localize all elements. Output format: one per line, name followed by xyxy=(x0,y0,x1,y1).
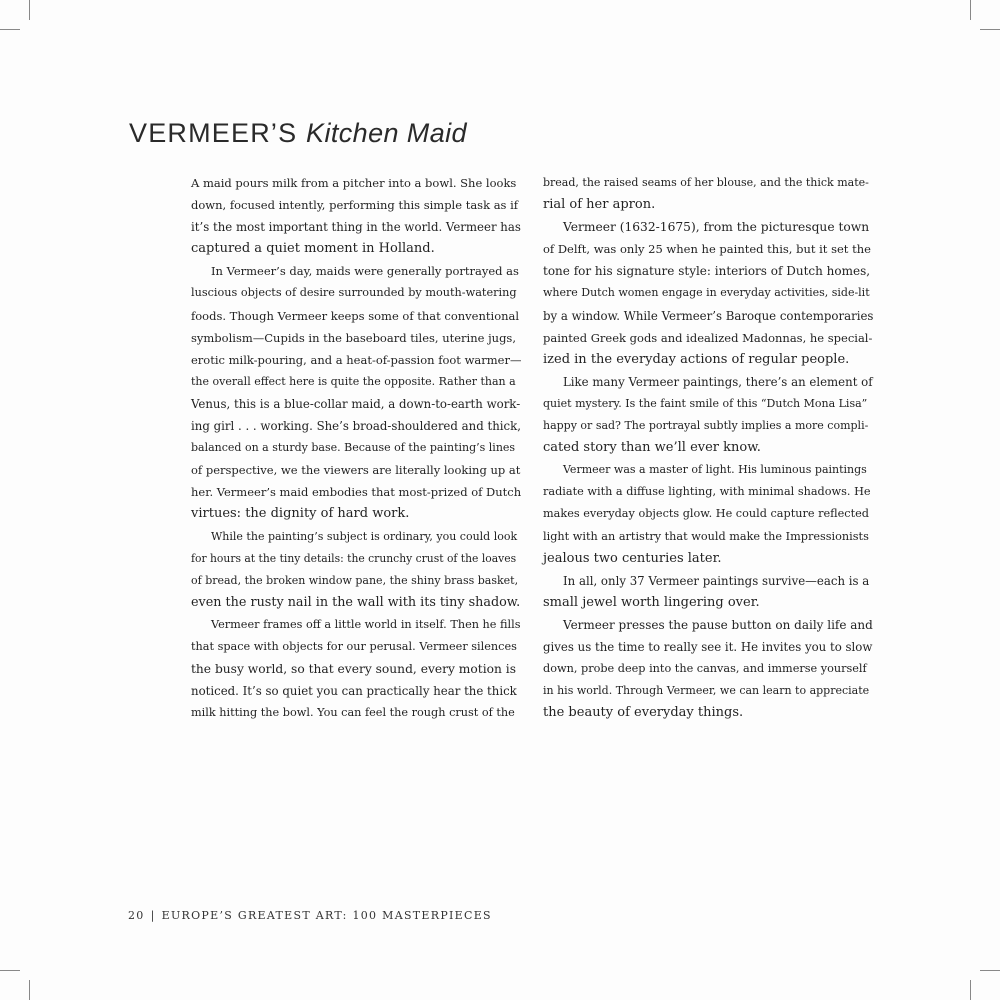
text-line: In Vermeer’s day, maids were generally portrayed as xyxy=(211,264,519,279)
text-line: symbolism—Cupids in the baseboard tiles, uterine jugs, xyxy=(191,330,516,345)
text-line: in his world. Through Vermeer, we can learn to appreciate xyxy=(543,684,870,698)
text-line: Vermeer frames off a little world in itself. Then he fills xyxy=(211,617,521,631)
text-line: In all, only 37 Vermeer paintings survive—each is a xyxy=(563,573,870,588)
footer-separator: | xyxy=(150,909,156,922)
text-line: where Dutch women engage in everyday activities, side-lit xyxy=(543,286,870,300)
text-line: of Delft, was only 25 when he painted this, but it set the xyxy=(543,242,871,257)
text-line: the busy world, so that every sound, every motion is xyxy=(191,662,516,677)
text-line: rial of her apron. xyxy=(543,197,656,213)
text-line: the overall effect here is quite the opposite. Rather than a xyxy=(191,374,516,388)
text-line: small jewel worth lingering over. xyxy=(543,594,760,610)
text-line: balanced on a sturdy base. Because of the painting’s lines xyxy=(191,441,516,455)
text-line: tone for his signature style: interiors of Dutch homes, xyxy=(543,264,871,279)
crop-mark-bottom-right xyxy=(970,980,971,1000)
text-line: makes everyday objects glow. He could capture reflected xyxy=(543,507,869,521)
text-line: quiet mystery. Is the faint smile of this “Dutch Mona Lisa” xyxy=(543,396,868,410)
page-number: 20 xyxy=(128,909,145,922)
text-line: Like many Vermeer paintings, there’s an element of xyxy=(563,374,873,389)
text-line: even the rusty nail in the wall with its tiny shadow. xyxy=(191,594,521,610)
text-line: bread, the raised seams of her blouse, and the thick mate- xyxy=(543,176,869,189)
text-line: milk hitting the bowl. You can feel the rough crust of the xyxy=(191,706,515,720)
text-line: Vermeer presses the pause button on daily life and xyxy=(563,617,873,632)
left-column xyxy=(191,172,521,724)
text-line: jealous two centuries later. xyxy=(543,550,722,566)
text-line: Vermeer was a master of light. His luminous paintings xyxy=(563,463,867,477)
text-line: down, probe deep into the canvas, and immerse yourself xyxy=(543,662,867,676)
crop-mark-bottom-left xyxy=(29,980,30,1000)
crop-mark-right-bottom xyxy=(980,970,1000,971)
text-line: erotic milk-pouring, and a heat-of-passion foot warmer— xyxy=(191,352,522,367)
text-line: gives us the time to really see it. He invites you to slow xyxy=(543,639,873,654)
text-line: light with an artistry that would make the Impressionists xyxy=(543,529,869,543)
text-line: for hours at the tiny details: the crunchy crust of the loaves xyxy=(191,551,517,565)
text-line: cated story than we’ll ever know. xyxy=(543,440,761,456)
text-line: it’s the most important thing in the world. Vermeer has xyxy=(191,220,521,235)
title-main: VERMEER’S xyxy=(129,118,298,148)
running-footer xyxy=(128,909,492,922)
text-line: virtues: the dignity of hard work. xyxy=(191,506,410,522)
text-line: ing girl . . . working. She’s broad-shouldered and thick, xyxy=(191,419,521,434)
text-line: captured a quiet moment in Holland. xyxy=(191,241,435,257)
page-title xyxy=(129,118,467,149)
text-line: that space with objects for our perusal. Vermeer silences xyxy=(191,639,517,653)
book-title: EUROPE’S GREATEST ART: 100 MASTERPIECES xyxy=(161,909,492,922)
right-column xyxy=(543,172,873,724)
text-line: A maid pours milk from a pitcher into a bowl. She looks xyxy=(191,176,517,190)
text-line: by a window. While Vermeer’s Baroque contemporaries xyxy=(543,308,874,323)
text-line: painted Greek gods and idealized Madonnas, he special- xyxy=(543,330,873,345)
text-line: noticed. It’s so quiet you can practically hear the thick xyxy=(191,684,517,699)
text-line: ized in the everyday actions of regular people. xyxy=(543,351,850,367)
text-line: down, focused intently, performing this simple task as if xyxy=(191,198,519,213)
text-line: radiate with a diffuse lighting, with minimal shadows. He xyxy=(543,485,871,499)
text-line: Vermeer (1632-1675), from the picturesque town xyxy=(563,220,870,235)
text-line: of bread, the broken window pane, the shiny brass basket, xyxy=(191,573,519,587)
text-line: luscious objects of desire surrounded by mouth-watering xyxy=(191,286,517,300)
text-line: happy or sad? The portrayal subtly implies a more compli- xyxy=(543,419,869,433)
title-italic: Kitchen Maid xyxy=(306,118,467,148)
crop-mark-right-top xyxy=(980,29,1000,30)
text-line: the beauty of everyday things. xyxy=(543,705,744,721)
crop-mark-top-left xyxy=(29,0,30,20)
crop-mark-top-right xyxy=(970,0,971,20)
crop-mark-left-bottom xyxy=(0,970,20,971)
text-line: of perspective, we the viewers are literally looking up at xyxy=(191,463,521,478)
text-line: foods. Though Vermeer keeps some of that conventional xyxy=(191,308,520,323)
text-line: her. Vermeer’s maid embodies that most-prized of Dutch xyxy=(191,485,522,500)
text-line: Venus, this is a blue-collar maid, a down-to-earth work- xyxy=(191,396,521,411)
crop-mark-left-top xyxy=(0,29,20,30)
text-line: While the painting’s subject is ordinary, you could look xyxy=(211,529,518,543)
